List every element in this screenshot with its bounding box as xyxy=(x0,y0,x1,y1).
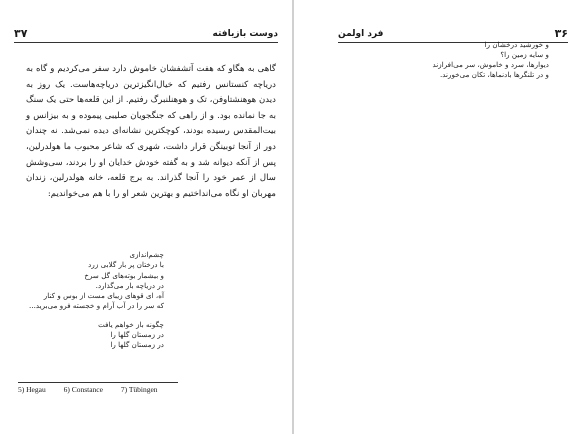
footnote: 6) Constance xyxy=(63,385,103,394)
poem-line: در زمستان گلها را xyxy=(110,340,164,350)
paragraph: گاهی به هگاو که هفت آتشفشان خاموش دارد سفر می‌کردیم و گاه به دریاچه کنستانس رفتیم که خیال‌انگیزترین دریاچه‌هاست. یک روز به دیدن هوهنشتاوفن، تک و هوهنلنبرگ رفتیم. از این قلعه‌ها حتی یک سنگ به جا نمانده بود. و از راهی که جنگجویان صلیبی پیموده و به بیزانس و بیت‌المقدس رسیده بودند، کوچکترین نشانه‌ای دیده نمی‌شد. نه چندان دور از آنجا توبینگن قرار داشت، شهری که شاعر محبوب ما هولدرلین، پس از آنکه دیوانه شد و به گفته خودش خدایان او را بردند، سی‌وشش سال از عمر خود را آنجا گذراند. به برج قلعه، خانه هولدرلین، زندان مهربان او نگاه می‌انداختیم و بهترین شعر او را با هم می‌خواندیم: xyxy=(26,64,276,199)
running-title: دوست بازیافته xyxy=(212,29,278,39)
poem-line: و خورشید درخشان را xyxy=(484,40,549,49)
poem-stanza xyxy=(34,320,164,351)
footnotes xyxy=(18,382,178,395)
poem-line: چگونه باز خواهم یافت xyxy=(98,319,164,329)
poem-line: دیوارها، سرد و خاموش، سر می‌افرازند xyxy=(432,60,549,69)
footnote: 7) Tübingen xyxy=(120,385,158,394)
poem-line: در دریاچه بار می‌گذارد. xyxy=(95,280,164,290)
poem-line: با درختان پر بار گلابی زرد xyxy=(88,260,164,270)
poem xyxy=(429,40,549,80)
poem-line: چشم‌اندازی xyxy=(129,250,164,259)
footnote: 5) Hegau xyxy=(18,385,46,394)
running-title: فرد اولمن xyxy=(338,29,384,39)
poem-line: و سایه زمین را؟ xyxy=(500,50,549,59)
page-header xyxy=(14,28,278,43)
poem-stanza xyxy=(29,250,164,312)
poem-line: و در تلنگرها بادنماها، تکان می‌خورند. xyxy=(439,70,549,79)
page-number: ۳۶ xyxy=(554,27,568,40)
poem-line: که سر را در آب آرام و خجسته فرو می‌برید... xyxy=(29,301,164,311)
body-text xyxy=(26,62,276,202)
page-number: ۳۷ xyxy=(14,27,28,40)
poem-line: و بیشمار بوته‌های گل سرخ xyxy=(84,270,164,280)
poem-line: آه، ای قوهای زیبای مست از بوس و کنار xyxy=(43,291,164,301)
poem xyxy=(29,250,164,359)
right-page xyxy=(294,0,581,434)
poem-line: در زمستان گلها را xyxy=(110,330,164,340)
